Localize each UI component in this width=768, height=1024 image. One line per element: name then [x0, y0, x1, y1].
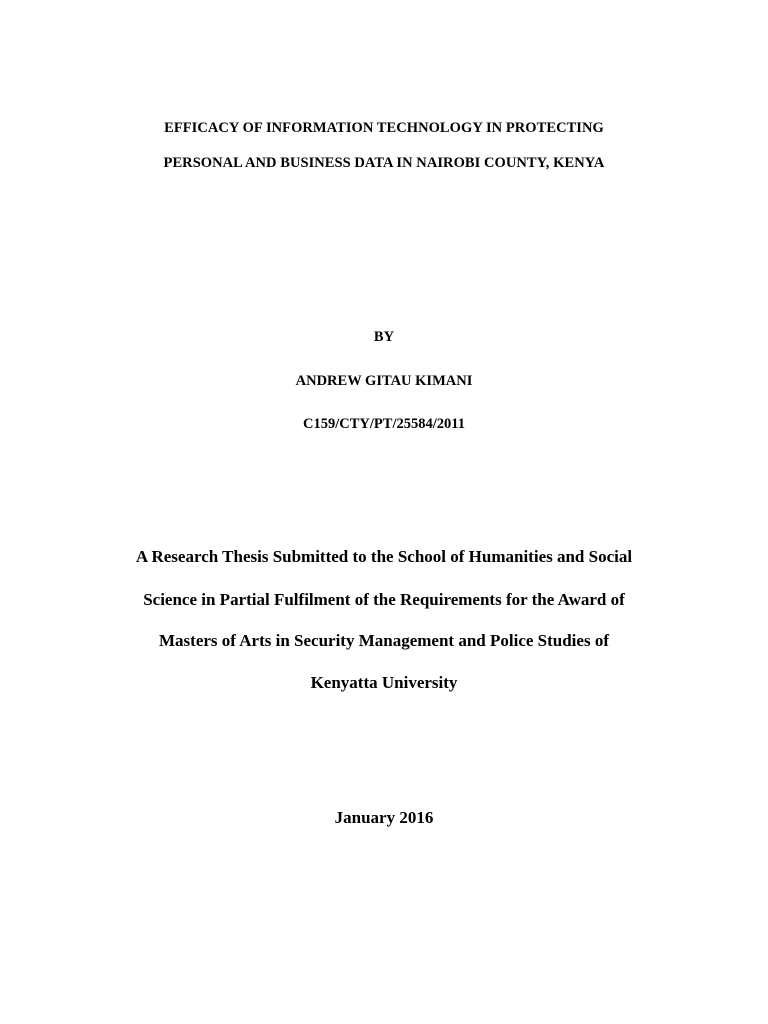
author-name: ANDREW GITAU KIMANI: [295, 373, 473, 389]
thesis-title-line-2: PERSONAL AND BUSINESS DATA IN NAIROBI COUNTY, KENYA: [163, 155, 605, 171]
statement-line-2: Science in Partial Fulfilment of the Requirements for the Award of: [143, 590, 625, 609]
statement-line-4: Kenyatta University: [310, 673, 458, 692]
submission-date: January 2016: [334, 808, 434, 827]
thesis-title-line-1: EFFICACY OF INFORMATION TECHNOLOGY IN PROTECTING: [164, 120, 604, 136]
by-label: BY: [373, 329, 395, 345]
registration-number: C159/CTY/PT/25584/2011: [303, 416, 465, 432]
statement-line-1: A Research Thesis Submitted to the School of Humanities and Social: [135, 547, 633, 566]
statement-line-3: Masters of Arts in Security Management and Police Studies of: [159, 631, 609, 650]
